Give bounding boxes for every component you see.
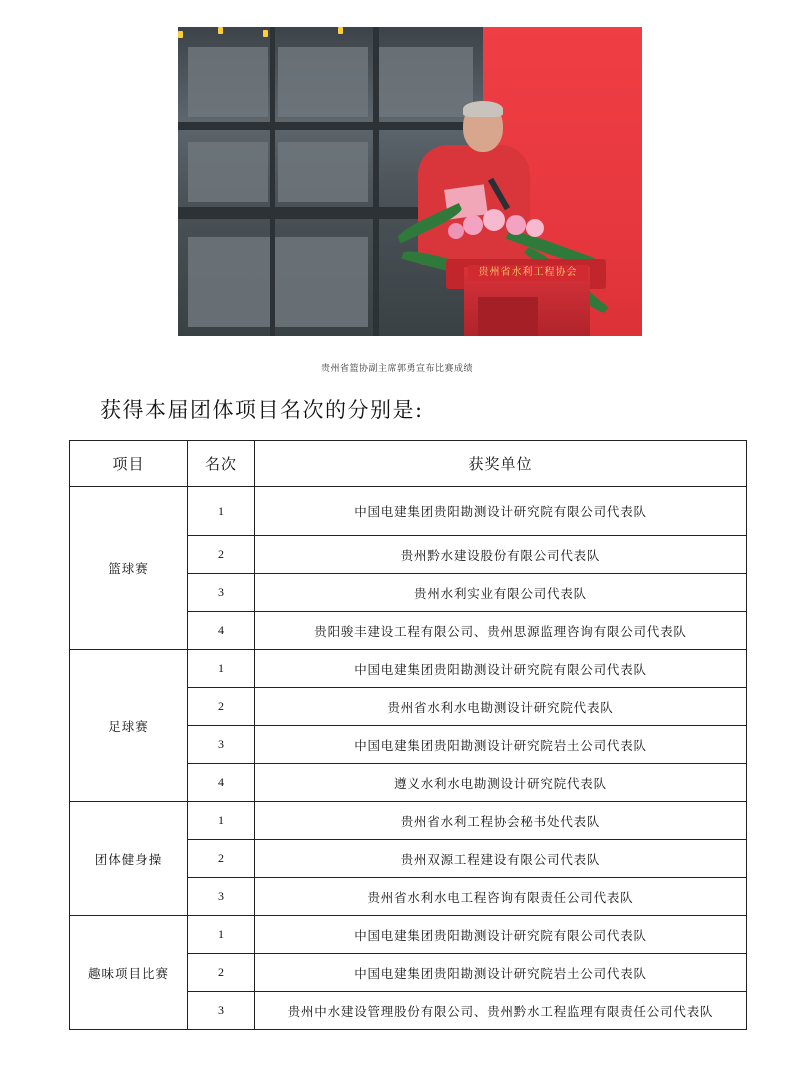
window-pane xyxy=(188,237,368,327)
lantern-light xyxy=(338,27,343,34)
rank-cell: 3 xyxy=(188,992,255,1030)
building-pillar xyxy=(373,27,379,336)
window-pane xyxy=(188,142,268,202)
unit-cell: 遵义水利水电勘测设计研究院代表队 xyxy=(255,764,747,802)
rank-cell: 2 xyxy=(188,536,255,574)
table-row xyxy=(70,916,747,954)
unit-cell: 贵州省水利工程协会秘书处代表队 xyxy=(255,802,747,840)
podium-stand xyxy=(478,297,538,336)
rank-cell: 3 xyxy=(188,574,255,612)
rank-cell: 3 xyxy=(188,726,255,764)
category-cell: 足球赛 xyxy=(70,650,188,802)
rank-cell: 1 xyxy=(188,487,255,536)
table-row xyxy=(70,487,747,536)
lantern-light xyxy=(178,31,183,38)
rank-cell: 1 xyxy=(188,916,255,954)
window-pane xyxy=(378,47,473,117)
unit-cell: 中国电建集团贵阳勘测设计研究院岩土公司代表队 xyxy=(255,726,747,764)
flower xyxy=(506,215,526,235)
podium-banner: 贵州省水利工程协会 xyxy=(468,265,588,281)
flower xyxy=(448,223,464,239)
rank-cell: 3 xyxy=(188,878,255,916)
category-cell: 团体健身操 xyxy=(70,802,188,916)
rank-cell: 1 xyxy=(188,650,255,688)
table-row xyxy=(70,650,747,688)
building-beam xyxy=(178,122,483,130)
flower xyxy=(526,219,544,237)
unit-cell: 贵州省水利水电勘测设计研究院代表队 xyxy=(255,688,747,726)
rank-cell: 2 xyxy=(188,688,255,726)
window-pane xyxy=(278,47,368,117)
rank-cell: 2 xyxy=(188,954,255,992)
unit-cell: 贵阳骏丰建设工程有限公司、贵州思源监理咨询有限公司代表队 xyxy=(255,612,747,650)
section-heading: 获得本届团体项目名次的分别是: xyxy=(100,398,424,422)
category-cell: 趣味项目比赛 xyxy=(70,916,188,1030)
building-pillar xyxy=(270,27,275,336)
unit-cell: 贵州水利实业有限公司代表队 xyxy=(255,574,747,612)
header-unit: 获奖单位 xyxy=(255,441,747,487)
table-header-row xyxy=(70,441,747,487)
header-category: 项目 xyxy=(70,441,188,487)
flower xyxy=(463,215,483,235)
speaker-hair xyxy=(463,101,503,117)
rank-cell: 1 xyxy=(188,802,255,840)
rank-cell: 2 xyxy=(188,840,255,878)
table-row xyxy=(70,802,747,840)
unit-cell: 中国电建集团贵阳勘测设计研究院有限公司代表队 xyxy=(255,650,747,688)
rank-cell: 4 xyxy=(188,764,255,802)
unit-cell: 贵州黔水建设股份有限公司代表队 xyxy=(255,536,747,574)
photo-caption: 贵州省篮协副主席郭勇宣布比赛成绩 xyxy=(320,364,473,374)
header-rank: 名次 xyxy=(188,441,255,487)
category-cell: 篮球赛 xyxy=(70,487,188,650)
lantern-light xyxy=(218,27,223,34)
rank-cell: 4 xyxy=(188,612,255,650)
window-pane xyxy=(278,142,368,202)
lantern-light xyxy=(263,30,268,37)
unit-cell: 贵州双源工程建设有限公司代表队 xyxy=(255,840,747,878)
unit-cell: 贵州中水建设管理股份有限公司、贵州黔水工程监理有限责任公司代表队 xyxy=(255,992,747,1030)
window-pane xyxy=(188,47,268,117)
unit-cell: 中国电建集团贵阳勘测设计研究院岩土公司代表队 xyxy=(255,954,747,992)
results-table xyxy=(69,440,747,1030)
unit-cell: 贵州省水利水电工程咨询有限责任公司代表队 xyxy=(255,878,747,916)
unit-cell: 中国电建集团贵阳勘测设计研究院有限公司代表队 xyxy=(255,916,747,954)
unit-cell: 中国电建集团贵阳勘测设计研究院有限公司代表队 xyxy=(255,487,747,536)
flower xyxy=(483,209,505,231)
event-photo xyxy=(178,27,642,336)
